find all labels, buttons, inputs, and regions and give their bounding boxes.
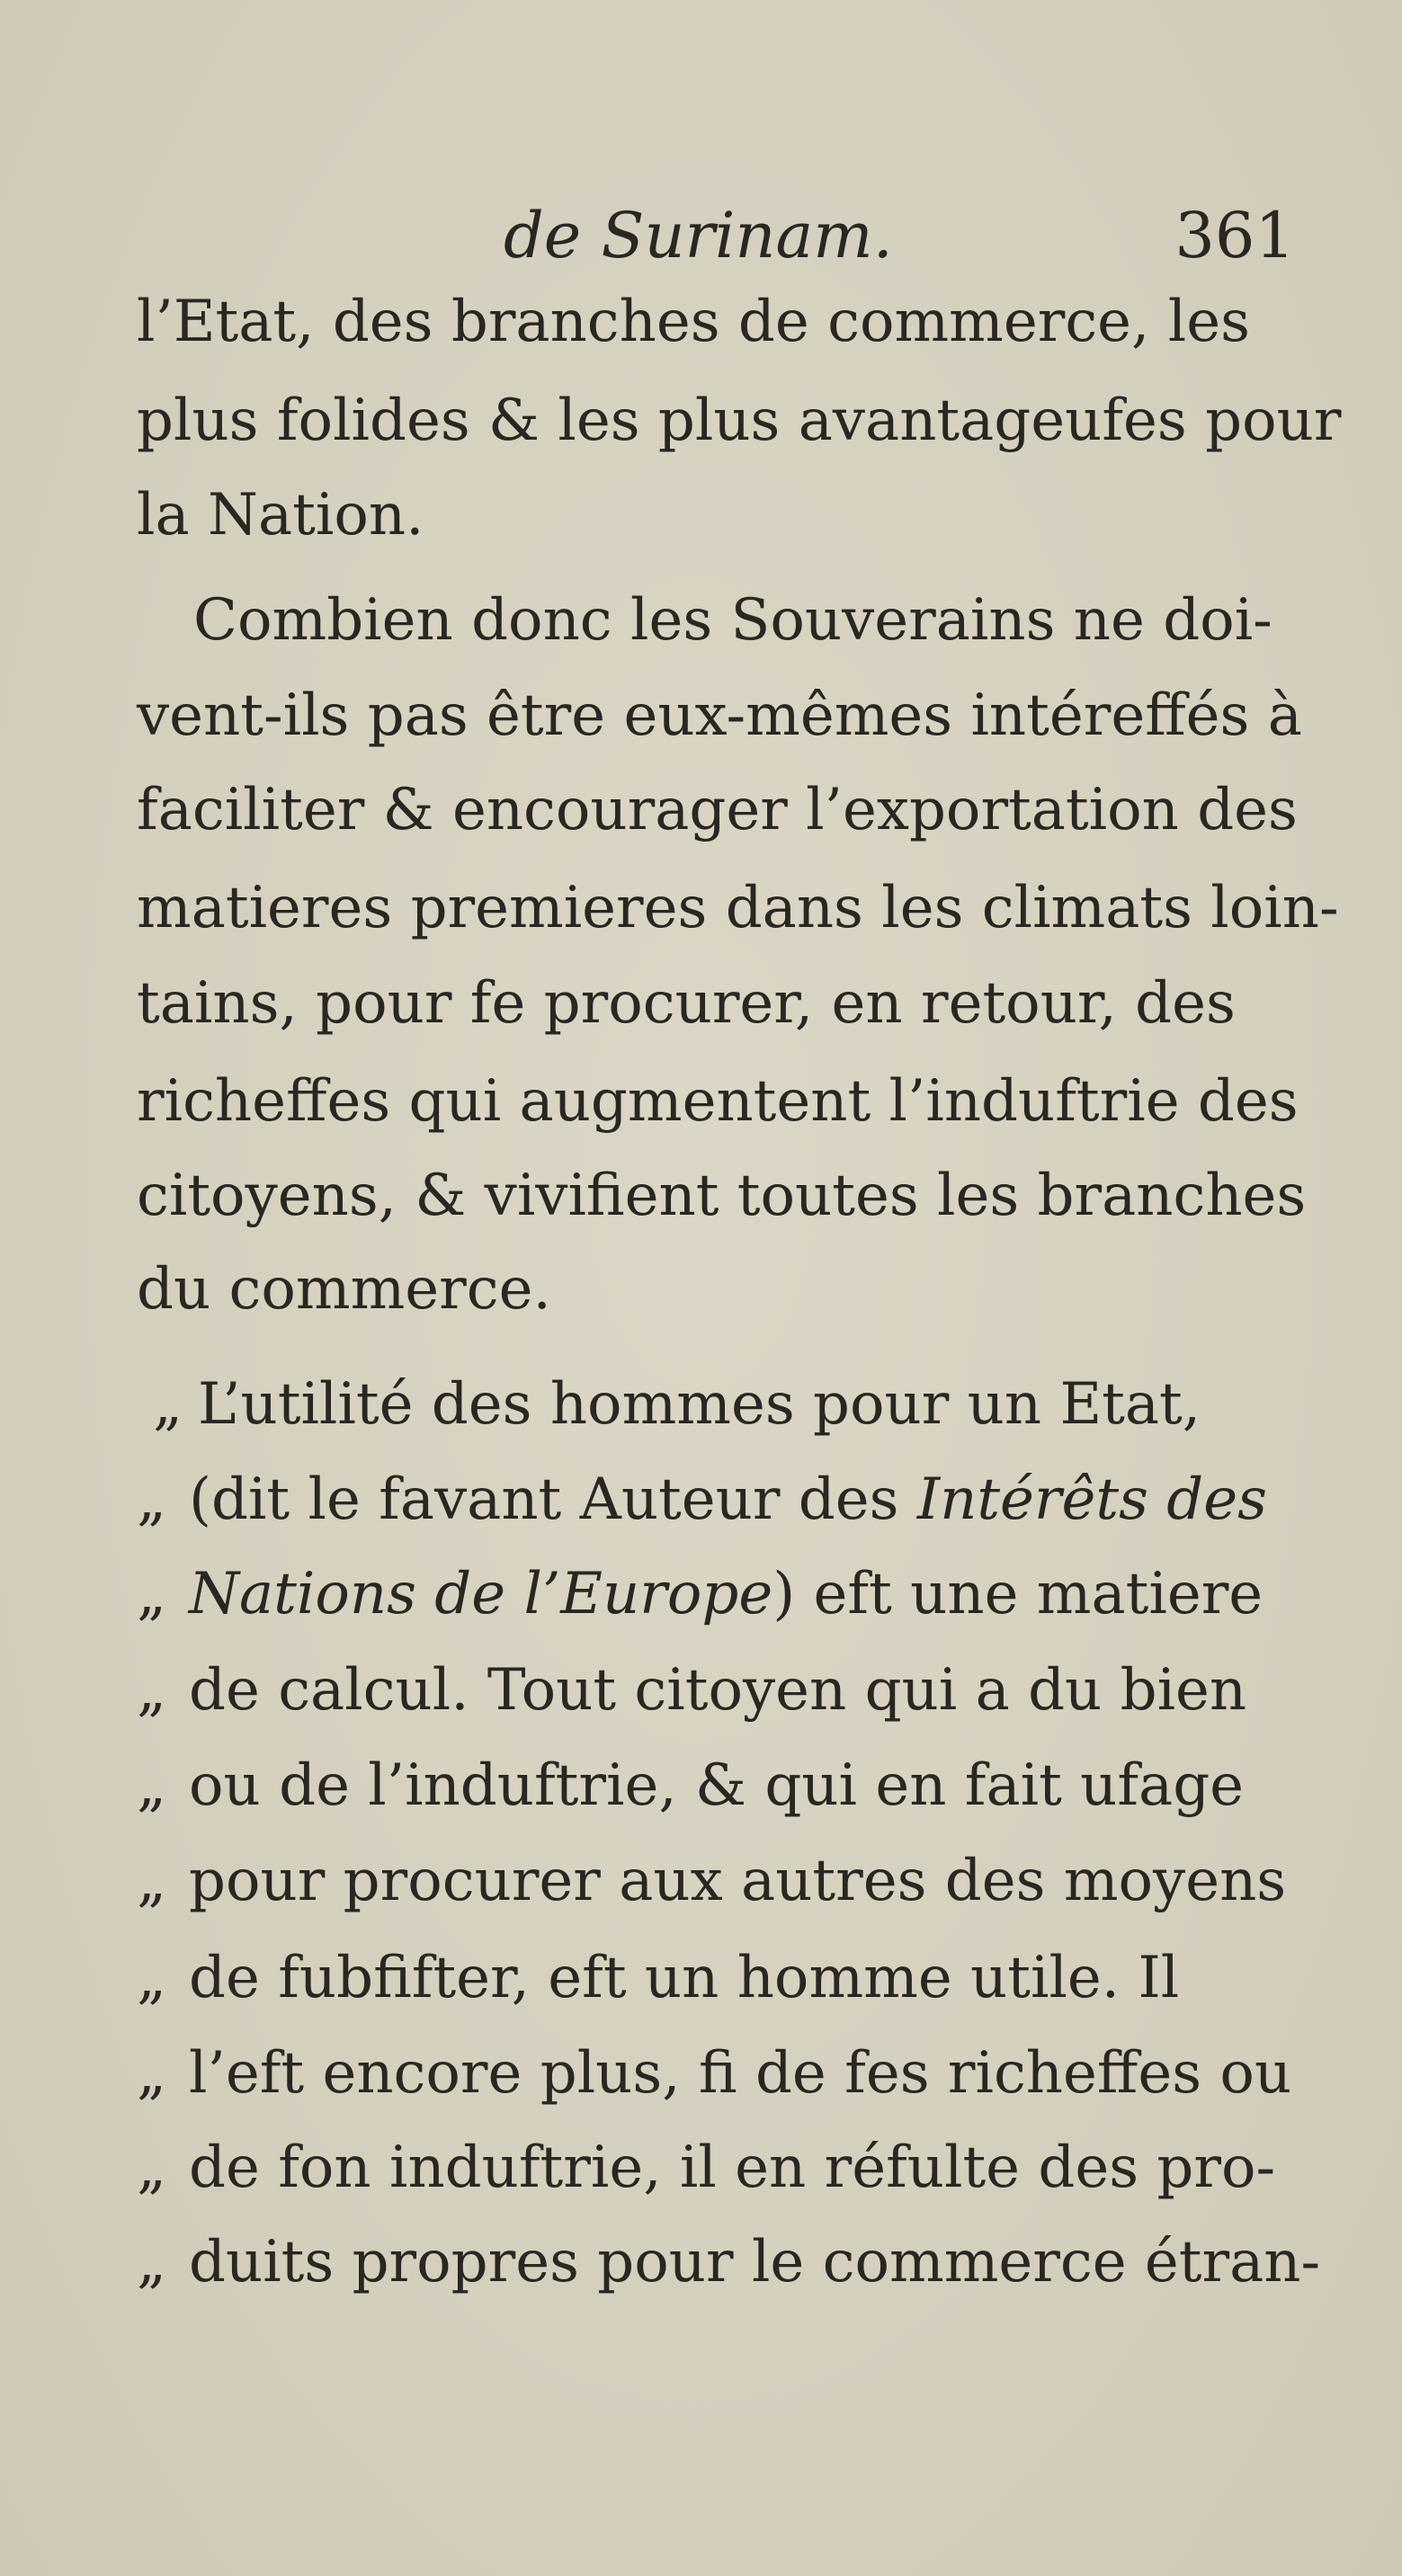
quote-line [137,2226,1321,2298]
quote-mark: „ [137,1848,167,1914]
quote-text-segment: (dit le favant Auteur des [189,1466,917,1533]
quote-line [137,1558,1264,1630]
text-line: Combien donc les Souverains ne doi- [193,587,1273,654]
quote-text: L’utilité des hommes pour un Etat, [198,1371,1201,1438]
quote-mark: „ [137,2135,167,2201]
quote-text-segment: ) eft une matiere [772,1561,1264,1627]
quote-text: de calcul. Tout citoyen qui a du bien [189,1657,1247,1724]
quote-text: de fubfifter, eft un homme utile. Il [189,1945,1180,2011]
text-line: tains, pour fe procurer, en retour, des [137,970,1236,1037]
quote-mark: „ [137,1657,167,1724]
quote-text: l’eft encore plus, fi de fes richeffes ou [189,2040,1292,2107]
quote-line [137,1845,1287,1917]
text-line: citoyens, & vivifient toutes les branches [137,1163,1307,1229]
text-line: plus folides & les plus avantageufes pour [137,388,1342,454]
quote-line [153,1368,1201,1440]
quote-mark: „ [137,1466,167,1533]
quote-line [137,2132,1276,2204]
text-line: faciliter & encourager l’exportation des [137,777,1298,843]
text-line: du commerce. [137,1256,551,1323]
page-number: 361 [1174,199,1295,272]
quote-mark: „ [137,2229,167,2295]
quote-line [137,1750,1245,1822]
quote-mark: „ [137,2040,167,2107]
quote-mark: „ [153,1371,183,1438]
quote-text [189,1464,1267,1536]
text-line: richeffes qui augmentent l’induftrie des [137,1068,1299,1135]
text-line: vent-ils pas être eux-mêmes intéreffés à [137,682,1302,749]
quote-line [137,1654,1247,1726]
quote-line [137,1464,1267,1536]
quote-text [189,1558,1264,1630]
quote-text: duits propres pour le commerce étran- [189,2229,1321,2295]
quote-mark: „ [137,1752,167,1819]
quote-mark: „ [137,1561,167,1627]
text-line: matieres premieres dans les climats loin- [137,875,1339,941]
text-line: la Nation. [137,482,424,548]
running-header [504,200,1295,272]
quote-mark: „ [137,1945,167,2011]
quote-text: pour procurer aux autres des moyens [189,1848,1287,1914]
quote-italic-segment: Nations de l’Europe [189,1561,773,1627]
quote-text: ou de l’induftrie, & qui en fait ufage [189,1752,1245,1819]
quote-line [137,2037,1292,2109]
quote-text: de fon induftrie, il en réfulte des pro- [189,2135,1276,2201]
text-line: l’Etat, des branches de commerce, les [137,289,1250,355]
quote-line [137,1942,1180,2014]
header-title: de Surinam. [504,199,893,272]
quote-italic-segment: Intérêts des [916,1466,1267,1533]
